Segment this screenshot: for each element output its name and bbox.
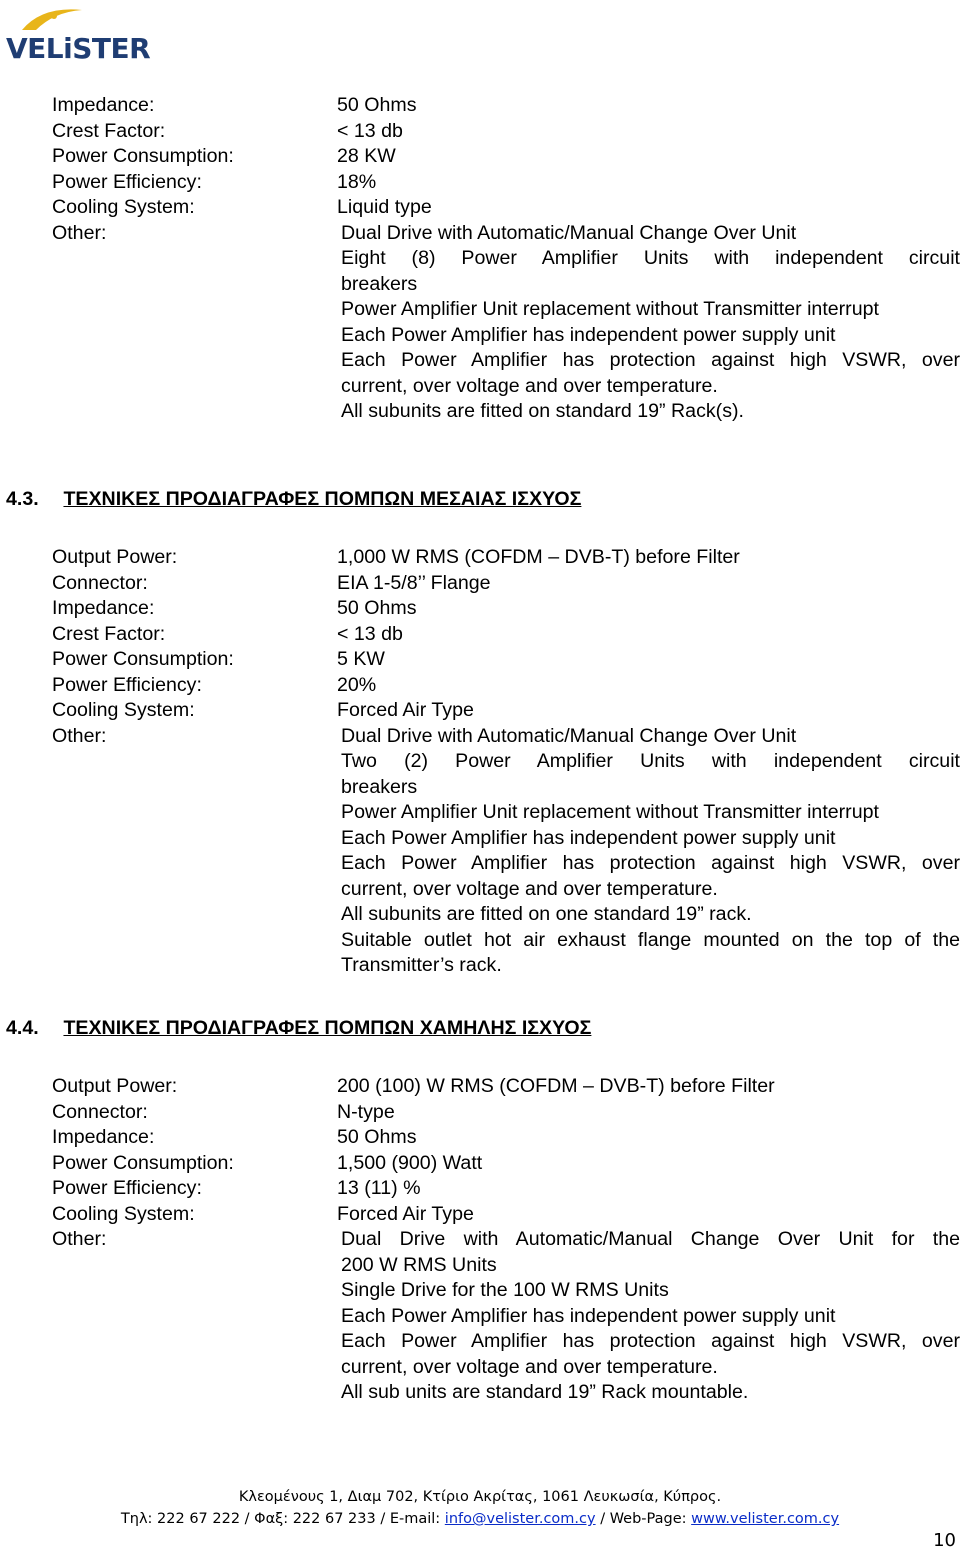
spec-value: 200 (100) W RMS (COFDM – DVB-T) before Filter [337, 1075, 775, 1097]
spec-value: 18% [337, 170, 377, 193]
spec-row [52, 1100, 960, 1126]
spec-label: Other: [52, 724, 107, 747]
spec-label: Cooling System: [52, 699, 195, 721]
spec-other-line: current, over voltage and over temperature. [341, 374, 718, 397]
spec-other-line: Power Amplifier Unit replacement without Transmitter interrupt [341, 801, 879, 823]
footer-contact-prefix: Τηλ: 222 67 222 / Φαξ: 222 67 233 / E-mail: [120, 1511, 445, 1527]
spec-label: Connector: [52, 571, 148, 594]
spec-value: 1,500 (900) Watt [337, 1151, 483, 1174]
spec-other-line: Each Power Amplifier has independent power supply unit [341, 826, 836, 849]
spec-other-line: Each Power Amplifier has protection against high VSWR, over [341, 1330, 960, 1352]
spec-row-other [52, 1227, 960, 1253]
section-title: ΤΕΧΝΙΚΕΣ ΠΡΟΔΙΑΓΡΑΦΕΣ ΠΟΜΠΩΝ ΧΑΜΗΛΗΣ ΙΣΧΥΟΣ [63, 1017, 592, 1039]
section-heading-medium-power [6, 488, 581, 511]
spec-other-line: current, over voltage and over temperature. [341, 1355, 718, 1378]
spec-label: Power Consumption: [52, 145, 234, 167]
spec-value: 20% [337, 673, 377, 696]
spec-other-line: Dual Drive with Automatic/Manual Change Over Unit for the [341, 1228, 960, 1250]
spec-other-line: breakers [341, 272, 418, 295]
spec-row [52, 545, 960, 571]
page-footer [0, 1486, 960, 1530]
company-logo [2, 4, 151, 65]
footer-contact [0, 1508, 960, 1530]
spec-label: Crest Factor: [52, 622, 166, 645]
footer-web-prefix: / Web-Page: [595, 1511, 692, 1527]
spec-label: Crest Factor: [52, 119, 166, 142]
spec-other-line: Suitable outlet hot air exhaust flange mounted on the top of the [341, 928, 960, 951]
spec-other-line: Each Power Amplifier has independent power supply unit [341, 1304, 836, 1327]
spec-label: Impedance: [52, 1126, 155, 1148]
footer-address: Κλεομένους 1, Διαμ 702, Κτίριο Ακρίτας, 1061 Λευκωσία, Κύπρος. [238, 1489, 722, 1505]
spec-row [52, 622, 960, 648]
spec-other-line: Dual Drive with Automatic/Manual Change Over Unit [341, 724, 797, 747]
spec-row [52, 195, 960, 221]
spec-value: 5 KW [337, 648, 385, 670]
spec-row-other [52, 724, 960, 750]
spec-value: < 13 db [337, 622, 403, 645]
spec-label: Power Efficiency: [52, 1177, 202, 1199]
spec-value: 13 (11) % [337, 1177, 421, 1199]
spec-label: Power Consumption: [52, 648, 234, 670]
spec-other-line: Each Power Amplifier has independent power supply unit [341, 323, 836, 346]
spec-other-line: Eight (8) Power Amplifier Units with independent circuit [341, 247, 960, 269]
spec-other-line: All subunits are fitted on one standard 19” rack. [341, 903, 752, 925]
spec-label: Other: [52, 1228, 107, 1250]
spec-label: Cooling System: [52, 1202, 195, 1225]
footer-email-link[interactable]: info@velister.com.cy [444, 1511, 596, 1527]
logo-text: VELiSTER [6, 32, 151, 65]
spec-value: Liquid type [337, 196, 432, 218]
spec-row [52, 119, 960, 145]
footer-web-link[interactable]: www.velister.com.cy [691, 1511, 840, 1527]
spec-label: Other: [52, 221, 107, 244]
spec-label: Output Power: [52, 1075, 178, 1097]
spec-row [52, 571, 960, 597]
spec-other-line: Single Drive for the 100 W RMS Units [341, 1279, 669, 1301]
spec-row [52, 1151, 960, 1177]
spec-value: 50 Ohms [337, 597, 417, 619]
spec-label: Power Consumption: [52, 1151, 234, 1174]
spec-value: 28 KW [337, 145, 396, 167]
spec-row [52, 596, 960, 622]
spec-other-line: Dual Drive with Automatic/Manual Change Over Unit [341, 221, 797, 244]
spec-other-line: Transmitter’s rack. [341, 954, 502, 976]
spec-value: 50 Ohms [337, 1126, 417, 1148]
spec-row [52, 1074, 960, 1100]
spec-row [52, 647, 960, 673]
spec-row [52, 1176, 960, 1202]
spec-row [52, 170, 960, 196]
spec-row [52, 1202, 960, 1228]
section-title: ΤΕΧΝΙΚΕΣ ΠΡΟΔΙΑΓΡΑΦΕΣ ΠΟΜΠΩΝ ΜΕΣΑΙΑΣ ΙΣΧΥΟΣ [63, 488, 582, 510]
section-number: 4.4. [6, 1017, 39, 1039]
spec-value: EIA 1-5/8’’ Flange [337, 571, 491, 594]
spec-other-line: 200 W RMS Units [341, 1253, 497, 1276]
spec-block-low-power [52, 1074, 960, 1406]
page-number: 10 [933, 1530, 956, 1551]
spec-label: Impedance: [52, 597, 155, 619]
spec-block-high-power [52, 93, 960, 425]
spec-row [52, 673, 960, 699]
spec-value: 1,000 W RMS (COFDM – DVB-T) before Filter [337, 546, 740, 568]
spec-value: 50 Ohms [337, 94, 417, 116]
spec-label: Connector: [52, 1100, 148, 1123]
spec-value: N-type [337, 1100, 395, 1123]
spec-value: Forced Air Type [337, 699, 474, 721]
spec-value: < 13 db [337, 119, 403, 142]
spec-other-line: All subunits are fitted on standard 19” Rack(s). [341, 400, 744, 422]
section-number: 4.3. [6, 488, 39, 510]
spec-row [52, 93, 960, 119]
spec-label: Power Efficiency: [52, 170, 202, 193]
spec-value: Forced Air Type [337, 1202, 474, 1225]
spec-row [52, 1125, 960, 1151]
spec-label: Impedance: [52, 94, 155, 116]
spec-row-other [52, 221, 960, 247]
spec-other-line: Each Power Amplifier has protection against high VSWR, over [341, 852, 960, 874]
spec-row [52, 698, 960, 724]
spec-label: Output Power: [52, 546, 178, 568]
spec-other-line: Each Power Amplifier has protection against high VSWR, over [341, 349, 960, 371]
spec-block-medium-power [52, 545, 960, 979]
spec-other-line: current, over voltage and over temperature. [341, 877, 718, 900]
spec-other-line: All sub units are standard 19” Rack mountable. [341, 1381, 749, 1403]
section-heading-low-power [6, 1017, 591, 1040]
spec-other-line: breakers [341, 775, 418, 798]
spec-label: Cooling System: [52, 196, 195, 218]
spec-label: Power Efficiency: [52, 673, 202, 696]
spec-row [52, 144, 960, 170]
spec-other-line: Two (2) Power Amplifier Units with independent circuit [341, 750, 960, 772]
spec-other-line: Power Amplifier Unit replacement without Transmitter interrupt [341, 298, 879, 320]
